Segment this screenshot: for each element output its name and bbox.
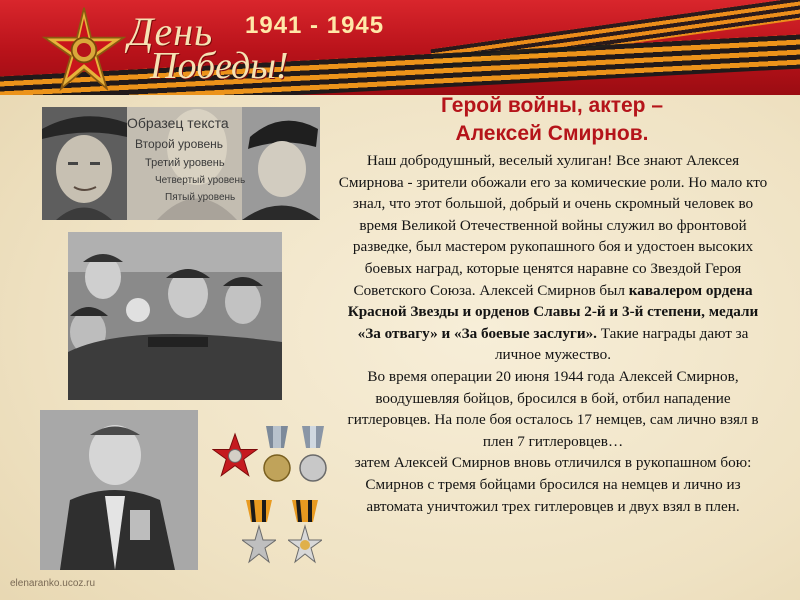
placeholder-level-3: Третий уровень xyxy=(145,157,225,169)
page-title xyxy=(340,92,764,148)
portrait-photo-3 xyxy=(242,107,320,220)
paragraph-1-awards: кавалером ордена Красной Звезды и орденов Славы 2-й и 3-й степени, медали «За отвагу» и «За боевые заслуги». xyxy=(347,281,759,342)
portrait-photo-with-medals xyxy=(40,410,198,570)
placeholder-level-2: Второй уровень xyxy=(135,137,224,151)
body-text xyxy=(338,150,768,517)
source-watermark: elenaranko.ucoz.ru xyxy=(10,578,96,589)
header-title-pobedy: Победы! xyxy=(150,45,289,87)
medal-for-courage-icon xyxy=(262,426,292,490)
paragraph-1 xyxy=(338,150,768,366)
red-star-order-icon xyxy=(212,432,258,478)
paragraph-3: затем Алексей Смирнов вновь отличился в рукопашном бою: Смирнов с тремя бойцами бросился на немцев и лично из автомата уничтожил трех гитлеровцев и двух взял в плен. xyxy=(354,454,752,515)
header-banner xyxy=(0,0,800,95)
placeholder-level-5: Пятый уровень xyxy=(165,192,236,203)
group-soldiers-photo xyxy=(68,232,282,400)
title-line-2: Алексей Смирнов. xyxy=(455,122,649,145)
portrait-photo-1 xyxy=(42,107,127,220)
title-line-1: Герой войны, актер – xyxy=(440,94,664,117)
order-of-glory-3rd-icon xyxy=(242,500,276,568)
header-years: 1941 - 1945 xyxy=(245,12,385,39)
medal-for-battle-merit-icon xyxy=(298,426,328,490)
placeholder-level-1: Образец текста xyxy=(127,115,229,131)
order-of-patriotic-war-icon xyxy=(40,6,128,94)
header-title-den: День xyxy=(128,9,214,54)
paragraph-1-end: Такие награды дают за личное мужество. xyxy=(494,324,749,364)
paragraph-1-text: Наш добродушный, веселый хулиган! Все знают Алексея Смирнова - зрители обожали его за комические роли. Но мало кто знал, что этот большой, добрый и очень скромный человек во время Великой Отечественной войны служил во фронтовой разведке, был мастером рукопашного боя и удостоен высоких боевых наград, которые ценятся наравне со Звездой Героя Советского Союза. Алексей Смирнов был xyxy=(338,152,768,299)
placeholder-level-4: Четвертый уровень xyxy=(155,175,246,186)
paragraph-2: Во время операции 20 июня 1944 года Алексей Смирнов, воодушевляя бойцов, бросился в бой, отбил нападение гитлеровцев. На поле боя осталось 17 немцев, сам лично взял в плен 7 гитлеровцев… xyxy=(347,367,759,450)
order-of-glory-2nd-icon xyxy=(288,500,322,568)
text-placeholder xyxy=(127,115,245,203)
